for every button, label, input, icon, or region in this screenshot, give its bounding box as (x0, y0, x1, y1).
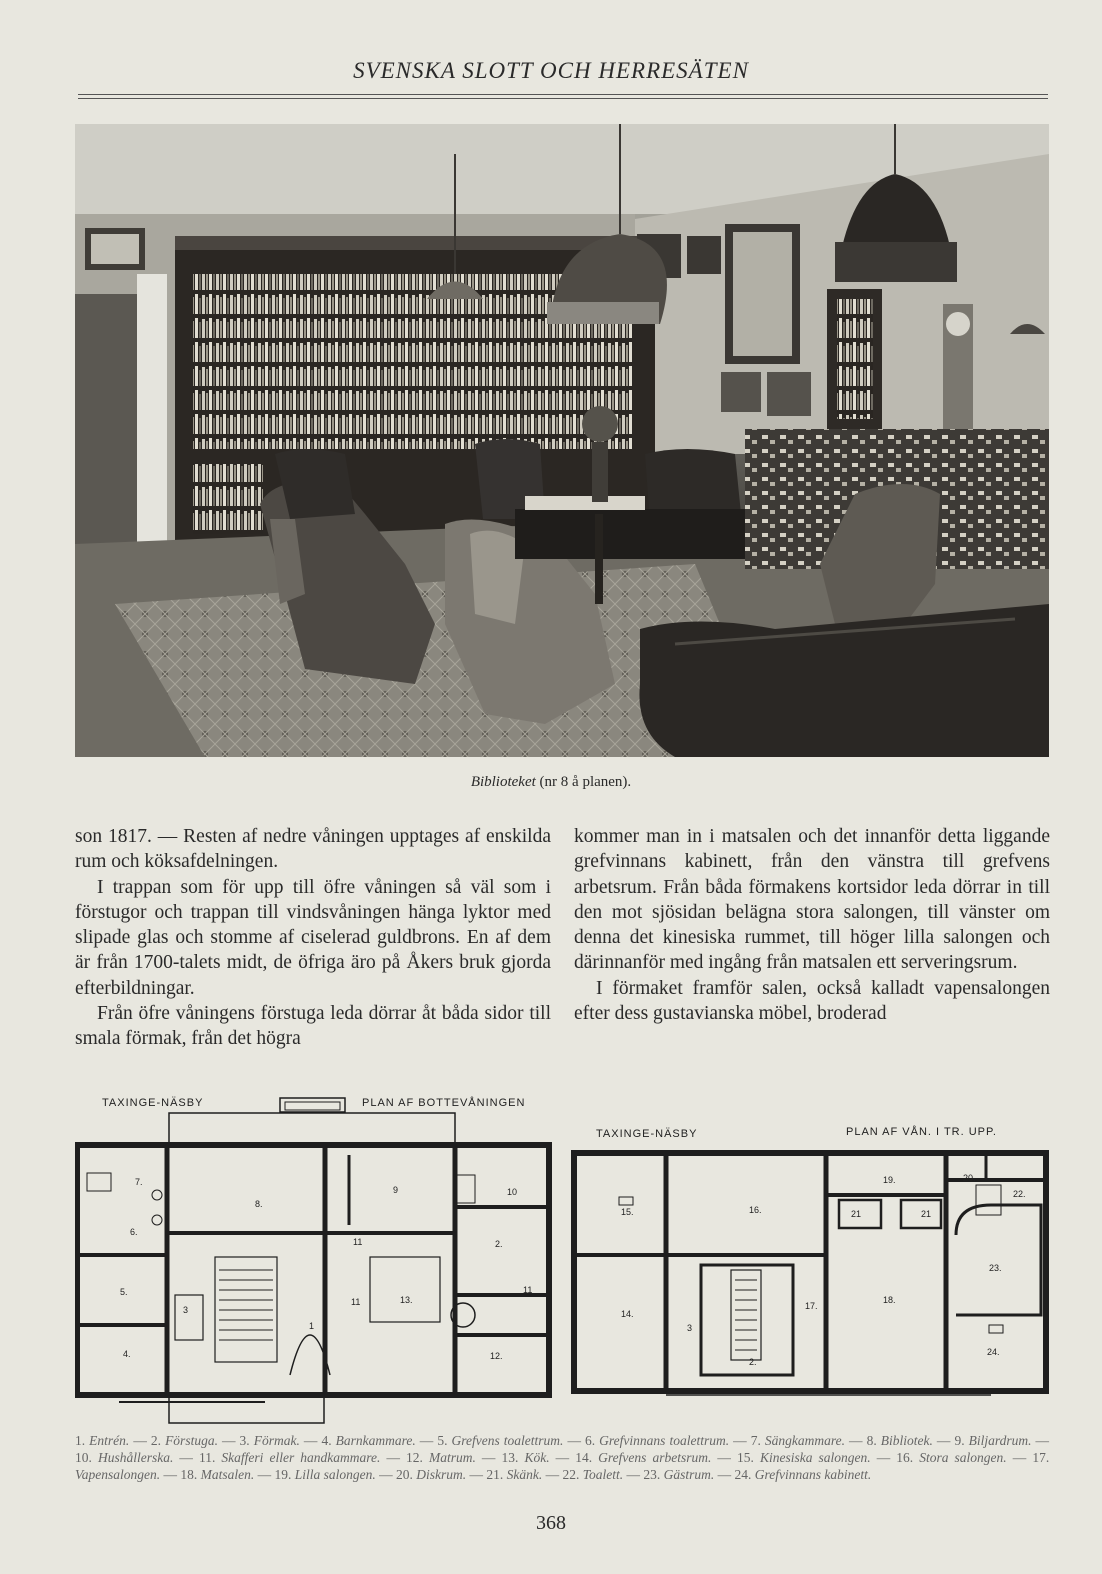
legend-entry (406, 1450, 476, 1465)
room-label: 6. (130, 1227, 138, 1237)
room-label: 1 (309, 1321, 315, 1331)
text-column-left (75, 824, 551, 1052)
legend-entry (563, 1467, 624, 1482)
room-label: 11 (353, 1237, 363, 1247)
room-label: 18. (883, 1295, 896, 1305)
floor-plan-ground-drawing (75, 1095, 555, 1425)
plan-right-title: TAXINGE-NÄSBY (596, 1128, 698, 1140)
legend-room-name: Barnkammare. (335, 1433, 416, 1448)
room-label: 21 (921, 1209, 932, 1219)
legend-room-name: Kinesiska salongen. (759, 1450, 871, 1465)
legend-entry (486, 1467, 542, 1482)
room-label: 24. (987, 1347, 1000, 1357)
room-label: 17. (805, 1301, 818, 1311)
plan-legend: 1. Entrén. — 2. Förstuga. — 3. Förmak. — 4. Barnkammare. — 5. Grefvens toalettrum. — 6. Grefvinnans toalettrum. — 7. Sängkammare. — 8. Bibliotek. — 9. Biljardrum. — 10. Hushållerska. — 11. Skafferi eller handkammare. — 12. Matrum. — 13. Kök. — 14. Grefvens arbetsrum. — 15. Kinesiska salongen. — 16. Stora salongen. — 17. Vapensalongen. — 18. Matsalen. — 19. Lilla salongen. — 20. Diskrum. — 21. Skänk. — 22. Toalett. — 23. Gästrum. — 24. Grefvinnans kabinett. (75, 1433, 1050, 1482)
legend-entry (954, 1433, 1031, 1448)
library-photo-illustration (75, 124, 1049, 757)
legend-room-name: Grefvens arbetsrum. (598, 1450, 712, 1465)
legend-room-name: Sängkammare. (764, 1433, 845, 1448)
legend-entry (575, 1450, 711, 1465)
paragraph: I förmaket framför salen, också kalladt vapensalongen efter dess gustavianska möbel, broderad (574, 977, 1050, 1025)
legend-room-name: Diskrum. (416, 1467, 467, 1482)
legend-number: 7. (750, 1433, 761, 1448)
legend-number: 14. (575, 1450, 593, 1465)
legend-entry (585, 1433, 729, 1448)
paragraph: son 1817. — Resten af nedre våningen upptages af enskilda rum och köksafdelningen. (75, 826, 551, 873)
legend-room-name: Matsalen. (200, 1467, 255, 1482)
legend-entry (75, 1433, 129, 1448)
legend-entry (151, 1433, 218, 1448)
legend-number: 15. (737, 1450, 754, 1465)
room-label: 19. (883, 1175, 896, 1185)
legend-number: 9. (954, 1433, 965, 1448)
header-rule-2 (78, 98, 1048, 99)
legend-room-name: Toalett. (582, 1467, 624, 1482)
room-label: 23. (989, 1263, 1002, 1273)
legend-number: 11. (198, 1450, 216, 1465)
paragraph: Från öfre våningens förstuga leda dörrar åt båda sidor till smala förmak, från det högra (75, 1003, 551, 1050)
legend-number: 23. (643, 1467, 661, 1482)
room-label: 14. (621, 1309, 634, 1319)
room-label: 3 (687, 1323, 693, 1333)
paragraph: I trappan som för upp till öfre våningen så väl som i förstugor och trappan till vindsvåningen hänga lyktor med slipade glas och stomme af ciselerad guldbrons. En af dem är från 1700-talets midt, de öfriga äro på Åkers bruk gjorda efterbildningar. (75, 876, 551, 999)
legend-entry (867, 1433, 933, 1448)
room-label: 2. (495, 1239, 503, 1249)
plan-left-subtitle: PLAN AF BOTTEVÅNINGEN (362, 1097, 526, 1109)
room-label: 4. (123, 1349, 131, 1359)
legend-room-name: Lilla salongen. (294, 1467, 376, 1482)
legend-number: 5. (437, 1433, 448, 1448)
legend-entry (896, 1450, 1006, 1465)
legend-room-name: Biljardrum. (968, 1433, 1032, 1448)
room-label: 12. (490, 1351, 503, 1361)
legend-entry (751, 1433, 845, 1448)
legend-number: 17. (1032, 1450, 1050, 1465)
legend-room-name: Förmak. (253, 1433, 300, 1448)
legend-entry (180, 1467, 254, 1482)
legend-room-name: Stora salongen. (919, 1450, 1007, 1465)
legend-room-name: Kök. (524, 1450, 550, 1465)
room-label: 2. (749, 1357, 757, 1367)
legend-room-name: Skänk. (506, 1467, 543, 1482)
room-label: 9 (393, 1185, 399, 1195)
legend-entry (502, 1450, 550, 1465)
legend-entry (437, 1433, 563, 1448)
legend-room-name: Förstuga. (165, 1433, 218, 1448)
legend-number: 1. (75, 1433, 86, 1448)
legend-room-name: Gästrum. (663, 1467, 715, 1482)
legend-entry (275, 1467, 376, 1482)
caption-reference: (nr 8 å planen). (535, 774, 632, 790)
legend-entry (643, 1467, 714, 1482)
plan-right-subtitle: PLAN AF VÅN. I TR. UPP. (846, 1126, 997, 1138)
legend-number: 21. (486, 1467, 504, 1482)
paragraph: kommer man in i matsalen och det innanför detta liggande grefvinnans kabinett, från den vänstra till grefvens arbetsrum. Från båda förmakens kortsidor leda dörrar in till den mot sjösidan belägna stora salongen, till vänster om denna det kinesiska rummet, till höger lilla salongen och därinnanför med ingång från matsalen ett serveringsrum. (574, 826, 1050, 974)
legend-entry (240, 1433, 300, 1448)
room-label: 7. (135, 1177, 143, 1187)
caption-title: Biblioteket (470, 774, 536, 790)
legend-number: 16. (896, 1450, 914, 1465)
legend-number: 24. (734, 1467, 752, 1482)
legend-number: 4. (321, 1433, 332, 1448)
legend-room-name: Matrum. (428, 1450, 476, 1465)
plan-left-title: TAXINGE-NÄSBY (102, 1097, 204, 1109)
legend-number: 20. (396, 1467, 413, 1482)
room-label: 21 (851, 1209, 862, 1219)
legend-entry (737, 1450, 871, 1465)
legend-entry (199, 1450, 380, 1465)
legend-number: 12. (406, 1450, 423, 1465)
legend-room-name: Skafferi eller handkammare. (221, 1450, 381, 1465)
room-label: 13. (400, 1295, 413, 1305)
room-label: 15. (621, 1207, 634, 1217)
legend-number: 2. (150, 1433, 162, 1448)
room-label: 8. (255, 1199, 263, 1209)
text-column-right (574, 824, 1050, 1026)
legend-entry (75, 1450, 173, 1465)
legend-room-name: Bibliotek. (880, 1433, 933, 1448)
legend-number: 22. (562, 1467, 580, 1482)
running-title: SVENSKA SLOTT OCH HERRESÄTEN (353, 58, 749, 83)
photo-caption (0, 774, 1102, 791)
room-label: 3 (183, 1305, 189, 1315)
room-label: 5. (120, 1287, 128, 1297)
room-label: 22. (1013, 1189, 1026, 1199)
legend-number: 3. (239, 1433, 250, 1448)
room-label: 11 (351, 1297, 361, 1307)
legend-number: 13. (501, 1450, 519, 1465)
header-rule (78, 94, 1048, 95)
legend-number: 8. (866, 1433, 877, 1448)
legend-number: 18. (180, 1467, 198, 1482)
legend-room-name: Entrén. (89, 1433, 130, 1448)
room-label: 20. (963, 1173, 976, 1183)
legend-room-name: Grefvinnans kabinett. (754, 1467, 872, 1482)
legend-entry (321, 1433, 415, 1448)
legend-number: 19. (274, 1467, 292, 1482)
floor-plan-upper (571, 1145, 1051, 1415)
room-label: 10 (507, 1187, 518, 1197)
library-photograph (75, 124, 1049, 757)
floor-plan-upper-drawing (571, 1145, 1051, 1415)
legend-number: 6. (585, 1433, 596, 1448)
room-label: 11 (523, 1285, 533, 1295)
legend-entry (396, 1467, 466, 1482)
legend-room-name: Grefvinnans toalettrum. (599, 1433, 730, 1448)
page-number: 368 (536, 1512, 566, 1534)
room-label: 16. (749, 1205, 762, 1215)
legend-room-name: Grefvens toalettrum. (451, 1433, 564, 1448)
floor-plan-ground (75, 1095, 555, 1425)
legend-number: 10. (75, 1450, 92, 1465)
legend-entry (735, 1467, 872, 1482)
legend-room-name: Vapensalongen. (75, 1467, 161, 1482)
legend-room-name: Hushållerska. (97, 1450, 174, 1465)
